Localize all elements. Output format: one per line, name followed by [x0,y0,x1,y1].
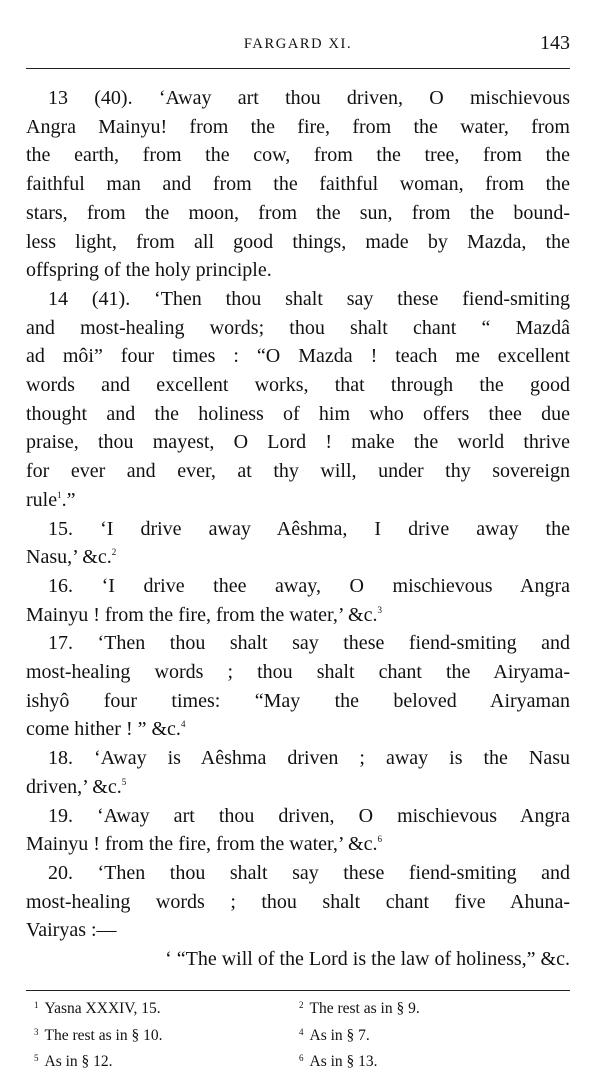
text-line: 19. ‘Away art thou driven, O mischievous Angra [48,804,570,827]
footnote-rule [26,990,570,991]
footnote-mark: 4 [299,1026,304,1037]
footnote-mark: 5 [34,1053,39,1063]
text-line: 17. ‘Then thou shalt say these fiend-smiting and [48,632,570,655]
footnote-text: As in § 12. [44,1053,113,1070]
body-text [26,84,570,974]
text-line: words and excellent works, that through the good [26,374,570,397]
running-title: FARGARD XI. [243,36,353,52]
text-line: Vairyas :— [26,919,117,942]
text-line: for ever and ever, at thy will, under thy sovereign [26,460,570,483]
text-line: offspring of the holy principle. [26,259,272,282]
footnote-text: The rest as in § 9. [309,1000,420,1017]
footnote-text: As in § 7. [309,1026,370,1044]
text-line: faithful man and from the faithful woman, from the [26,173,570,196]
text-line [26,830,570,859]
footnote [299,1021,564,1048]
footnote-mark: 3 [34,1026,39,1037]
footnotes [34,994,564,1074]
footnote-row [34,994,564,1021]
text-line: the earth, from the cow, from the tree, from the [26,144,570,167]
text-line: thought and the holiness of him who offers thee due [26,402,570,425]
footnote-mark: 6 [299,1053,304,1063]
text-line [26,543,570,572]
footnote [299,994,564,1021]
text-fragment: .” [61,488,76,511]
page-number: 143 [540,32,570,54]
footnote-mark: 1 [34,1000,39,1010]
footnote-row [34,1047,564,1074]
text-line: 20. ‘Then thou shalt say these fiend-smiting and [48,861,570,884]
text-line: less light, from all good things, made by Mazda, the [26,230,570,253]
footnote-text: Yasna XXXIV, 15. [44,1000,161,1017]
text-line: 15. ‘I drive away Aêshma, I drive away the [48,517,570,540]
footnote-ref: 1 [57,489,62,500]
footnote-ref: 6 [377,834,382,845]
header-rule [26,68,570,69]
text-line: ad môi” four times : “O Mazda ! teach me excellent [26,345,570,368]
footnote-ref: 2 [111,547,117,558]
footnote-text: As in § 13. [309,1053,378,1070]
text-fragment: rule [26,488,58,511]
text-line: stars, from the moon, from the sun, from the bound- [26,201,570,224]
text-line: 14 (41). ‘Then thou shalt say these fiend-smiting [48,287,570,310]
text-line [26,601,570,630]
text-line [26,486,570,515]
footnote [34,1047,299,1074]
text-line: 16. ‘I drive thee away, O mischievous Angra [48,574,570,597]
text-line: ishyô four times: “May the beloved Airyaman [26,689,570,712]
footnote [34,994,299,1021]
text-line: most-healing words ; thou shalt chant the Airyama- [26,661,570,684]
text-fragment: driven,’ &c. [26,775,122,798]
text-line: 13 (40). ‘Away art thou driven, O mischievous [48,87,570,109]
text-line: Angra Mainyu! from the fire, from the water, from [26,115,570,138]
text-line [26,715,570,744]
text-fragment: come hither ! ” &c. [26,718,181,741]
text-fragment: Mainyu ! from the fire, from the water,’ &c. [26,603,378,626]
footnote-mark: 2 [299,1000,304,1010]
footnote-ref: 4 [180,719,186,730]
page-header [26,30,570,58]
text-line: ‘ “The will of the Lord is the law of holiness,” &c. [165,948,570,971]
footnote-ref: 5 [121,776,127,787]
text-line: 18. ‘Away is Aêshma driven ; away is the Nasu [48,747,570,770]
text-fragment: Nasu,’ &c. [26,546,112,569]
text-line: praise, thou mayest, O Lord ! make the world thrive [26,431,570,454]
footnote [299,1047,564,1074]
footnote [34,1021,299,1048]
text-fragment: Mainyu ! from the fire, from the water,’ &c. [26,833,378,856]
text-line: most-healing words ; thou shalt chant five Ahuna- [26,890,570,913]
text-line [26,773,570,802]
text-line: and most-healing words; thou shalt chant “ Mazdâ [26,316,570,339]
footnote-ref: 3 [377,604,382,615]
footnote-text: The rest as in § 10. [44,1026,163,1044]
footnote-row [34,1021,564,1048]
